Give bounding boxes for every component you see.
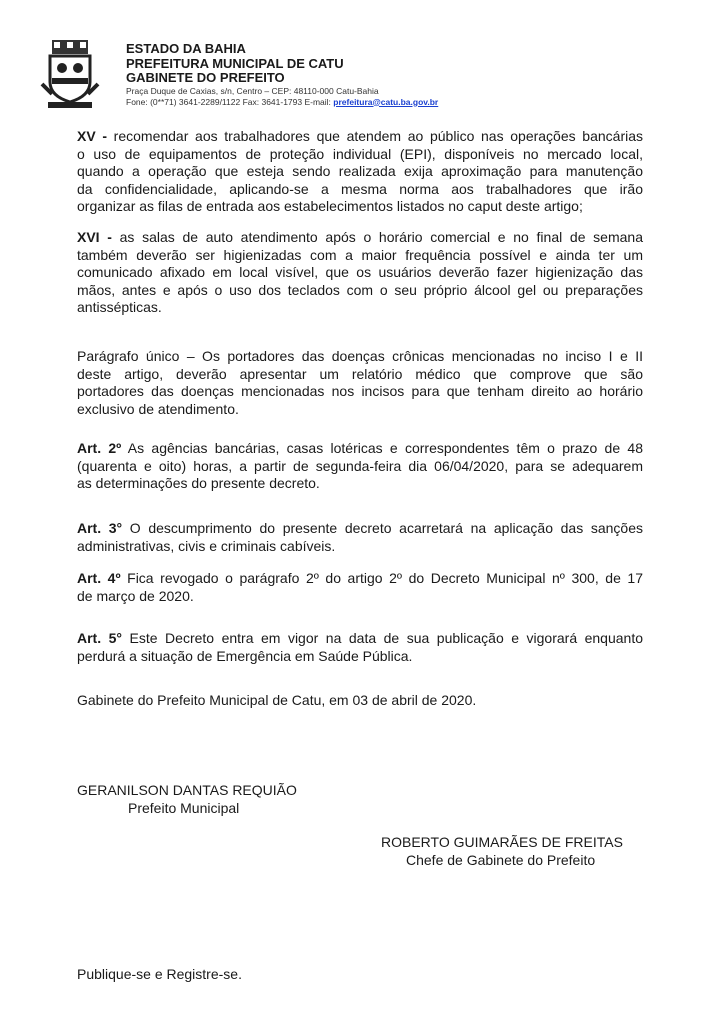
article-3 [77,520,643,555]
line-text: mãos, antes e após o uso dos teclados com o seu próprio álcool gel ou preparações [77,281,643,298]
paragraph-sole [77,348,643,418]
line-text: comunicado afixado em local visível, que os usuários deverão fazer higienização das [77,264,643,281]
text-line [77,520,643,538]
text-line [77,348,643,366]
paragraph-prefix: Art. 3° [77,520,123,536]
text-line [77,128,643,146]
line-text: as salas de auto atendimento após o horário comercial e no final de semana [111,229,643,245]
line-text: recomendar aos trabalhadores que atendem ao público nas operações bancárias [107,128,644,144]
line-text: administrativas, civis e criminais cabíveis. [77,537,336,554]
line-text: perdurá a situação de Emergência em Saúde Pública. [77,647,413,664]
publication-note: Publique-se e Registre-se. [77,966,242,982]
text-line [77,475,643,493]
paragraph-xvi [77,229,643,317]
closing-date: Gabinete do Prefeito Municipal de Catu, em 03 de abril de 2020. [77,692,477,708]
paragraph-prefix: Art. 2º [77,440,122,456]
text-line [77,570,643,588]
text-line [77,630,643,648]
line-text: Parágrafo único – Os portadores das doenças crônicas mencionadas no inciso I e II [77,348,643,364]
signature-title-chief: Chefe de Gabinete do Prefeito [406,852,596,868]
line-text: Este Decreto entra em vigor na data de sua publicação e vigorará enquanto [122,630,644,646]
text-line [77,383,643,401]
paragraph-xv [77,128,643,216]
line-text: da confidencialidade, aplicando-se a mesma norma aos trabalhadores que irão [77,180,643,197]
line-text: O descumprimento do presente decreto acarretará na aplicação das sanções [122,520,644,536]
text-line [77,229,643,247]
line-text: Fica revogado o parágrafo 2º do artigo 2º do Decreto Municipal nº 300, de 17 [120,570,643,586]
line-text: de março de 2020. [77,587,194,604]
text-line [77,440,643,458]
header-phone: Fone: (0**71) 3641-2289/1122 Fax: 3641-1793 E-mail: [126,96,334,107]
text-line [77,299,643,317]
paragraph-prefix: Art. 4º [77,570,121,586]
text-line [77,588,643,606]
header-state: ESTADO DA BAHIA [126,41,246,56]
header-address: Praça Duque de Caxias, s/n, Centro – CEP: 48110-000 Catu-Bahia [126,85,379,96]
line-text: as determinações do presente decreto. [77,475,320,492]
line-text: também deverão ser higienizadas com a maior frequência possível e ainda ter um [77,246,643,263]
signature-name-mayor: GERANILSON DANTAS REQUIÃO [77,782,297,798]
article-2 [77,440,643,493]
text-line [77,163,643,181]
text-line [77,458,643,476]
line-text: As agências bancárias, casas lotéricas e correspondentes têm o prazo de 48 [121,440,643,456]
header-municipality: PREFEITURA MUNICIPAL DE CATU [126,55,344,71]
text-line [77,264,643,282]
line-text: quando a operação que esteja sendo realizada exija aproximação para manutenção [77,163,643,180]
email-link[interactable]: prefeitura@catu.ba.gov.br [333,96,439,107]
line-text: exclusivo de atendimento. [77,400,239,417]
line-text: (quarenta e oito) horas, a partir de segunda-feira dia 06/04/2020, para se adequarem [77,457,643,474]
line-text: o uso de equipamentos de proteção individual (EPI), disponíveis no mercado local, [77,145,643,162]
line-text: antissépticas. [77,299,162,316]
paragraph-prefix: XVI - [77,229,112,245]
line-text: deste artigo, deverão apresentar um relatório médico que comprove que são [77,365,643,382]
signature-name-chief: ROBERTO GUIMARÃES DE FREITAS [381,834,623,850]
text-line [77,146,643,164]
municipal-coat-of-arms-icon [40,38,100,110]
line-text: portadores das doenças mencionadas nos incisos para que tenham direito ao horário [77,383,643,400]
text-line [77,648,643,666]
text-line [77,538,643,556]
paragraph-prefix: Art. 5° [77,630,123,646]
paragraph-prefix: XV - [77,128,108,144]
article-5 [77,630,643,665]
text-line [77,198,643,216]
text-line [77,282,643,300]
text-line [77,247,643,265]
text-line [77,401,643,419]
text-line [77,366,643,384]
line-text: organizar as filas de entrada aos estabelecimentos listados no caput deste artigo; [77,198,583,215]
text-line [77,181,643,199]
header-contact [126,97,546,108]
signature-title-mayor: Prefeito Municipal [128,800,240,816]
header-office: GABINETE DO PREFEITO [126,70,285,85]
article-4 [77,570,643,605]
